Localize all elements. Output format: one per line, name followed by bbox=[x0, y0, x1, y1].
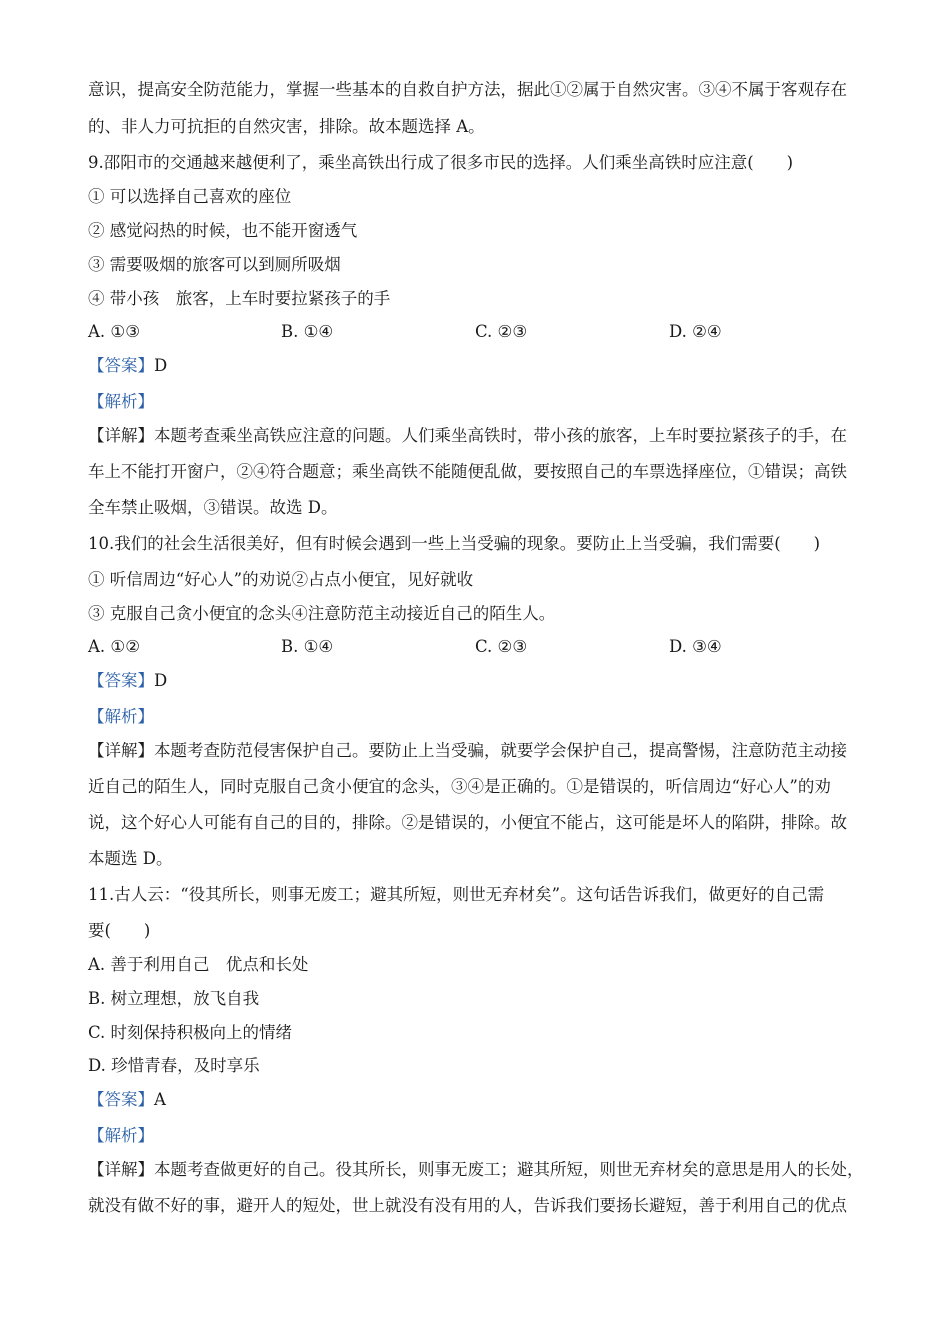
q10-option-a: A. ①② bbox=[88, 637, 140, 656]
answer-label: 【答案】 bbox=[88, 1090, 154, 1109]
q9-detail-line-3: 全车禁止吸烟，③错误。故选 D。 bbox=[88, 498, 338, 517]
q9-statement-2: ② 感觉闷热的时候，也不能开窗透气 bbox=[88, 221, 358, 240]
q10-detail-line-4: 本题选 D。 bbox=[88, 849, 173, 868]
q11-answer bbox=[88, 1092, 166, 1109]
q10-option-c: C. ②③ bbox=[475, 637, 528, 656]
q10-detail-text-1: 本题考查防范侵害保护自己。要防止上当受骗，就要学会保护自己，提高警惕，注意防范主动接 bbox=[154, 741, 847, 760]
q11-option-b: B. 树立理想，放飞自我 bbox=[88, 989, 260, 1008]
q9-option-c: C. ②③ bbox=[475, 322, 528, 341]
intro-line-2: 的、非人力可抗拒的自然灾害，排除。故本题选择 A。 bbox=[88, 117, 485, 136]
q9-stem: 9.邵阳市的交通越来越便利了，乘坐高铁出行成了很多市民的选择。人们乘坐高铁时应注意( ) bbox=[88, 153, 794, 172]
analysis-label: 【解析】 bbox=[88, 707, 154, 726]
q11-stem-line-1: 11.古人云：“役其所长，则事无废工；避其所短，则世无弃材矣”。这句话告诉我们，做更好的自己需 bbox=[88, 885, 825, 904]
detail-label: 【详解】 bbox=[88, 741, 154, 760]
q11-answer-value: A bbox=[154, 1090, 166, 1109]
q9-option-d: D. ②④ bbox=[669, 322, 722, 341]
detail-label: 【详解】 bbox=[88, 426, 154, 445]
q10-detail-line-2: 近自己的陌生人，同时克服自己贪小便宜的念头，③④是正确的。①是错误的，听信周边“好心人”的劝 bbox=[88, 777, 831, 796]
q10-stem: 10.我们的社会生活很美好，但有时候会遇到一些上当受骗的现象。要防止上当受骗，我们需要( ) bbox=[88, 534, 821, 553]
q10-answer bbox=[88, 673, 167, 690]
q11-option-d: D. 珍惜青春，及时享乐 bbox=[88, 1056, 260, 1075]
q9-statement-4: ④ 带小孩 旅客，上车时要拉紧孩子的手 bbox=[88, 289, 391, 308]
q10-statement-2: ③ 克服自己贪小便宜的念头④注意防范主动接近自己的陌生人。 bbox=[88, 604, 556, 623]
q11-detail-line-2: 就没有做不好的事，避开人的短处，世上就没有没有用的人，告诉我们要扬长避短，善于利用自己的优点 bbox=[88, 1196, 847, 1215]
q9-detail-line-2: 车上不能打开窗户，②④符合题意；乘坐高铁不能随便乱做，要按照自己的车票选择座位，①错误；高铁 bbox=[88, 462, 847, 481]
q9-answer bbox=[88, 358, 167, 375]
detail-label: 【详解】 bbox=[88, 1160, 154, 1179]
q9-detail-text-1: 本题考查乘坐高铁应注意的问题。人们乘坐高铁时，带小孩的旅客，上车时要拉紧孩子的手，在 bbox=[154, 426, 847, 445]
q11-detail-text-1: 本题考查做更好的自己。役其所长，则事无废工；避其所短，则世无弃材矣的意思是用人的长处， bbox=[154, 1160, 864, 1179]
q9-analysis bbox=[88, 394, 154, 411]
intro-line-1: 意识，提高安全防范能力，掌握一些基本的自救自护方法，据此①②属于自然灾害。③④不属于客观存在 bbox=[88, 80, 847, 99]
q10-option-b: B. ①④ bbox=[281, 637, 334, 656]
q10-option-d: D. ③④ bbox=[669, 637, 722, 656]
q9-statement-1: ① 可以选择自己喜欢的座位 bbox=[88, 187, 292, 206]
answer-label: 【答案】 bbox=[88, 356, 154, 375]
answer-label: 【答案】 bbox=[88, 671, 154, 690]
q10-answer-value: D bbox=[154, 671, 168, 690]
q10-statement-1: ① 听信周边“好心人”的劝说②占点小便宜，见好就收 bbox=[88, 570, 474, 589]
q9-answer-value: D bbox=[154, 356, 168, 375]
q10-detail-line-1 bbox=[88, 743, 847, 760]
q9-option-a: A. ①③ bbox=[88, 322, 140, 341]
q10-detail-line-3: 说，这个好心人可能有自己的目的，排除。②是错误的，小便宜不能占，这可能是坏人的陷阱，排除。故 bbox=[88, 813, 847, 832]
q9-detail-line-1 bbox=[88, 428, 847, 445]
q11-analysis bbox=[88, 1128, 154, 1145]
analysis-label: 【解析】 bbox=[88, 392, 154, 411]
analysis-label: 【解析】 bbox=[88, 1126, 154, 1145]
q9-option-b: B. ①④ bbox=[281, 322, 334, 341]
q11-option-c: C. 时刻保持积极向上的情绪 bbox=[88, 1023, 293, 1042]
q9-statement-3: ③ 需要吸烟的旅客可以到厕所吸烟 bbox=[88, 255, 341, 274]
q10-analysis bbox=[88, 709, 154, 726]
q11-stem-line-2: 要( ) bbox=[88, 921, 151, 940]
q11-option-a: A. 善于利用自己 优点和长处 bbox=[88, 955, 309, 974]
q11-detail-line-1 bbox=[88, 1162, 864, 1179]
